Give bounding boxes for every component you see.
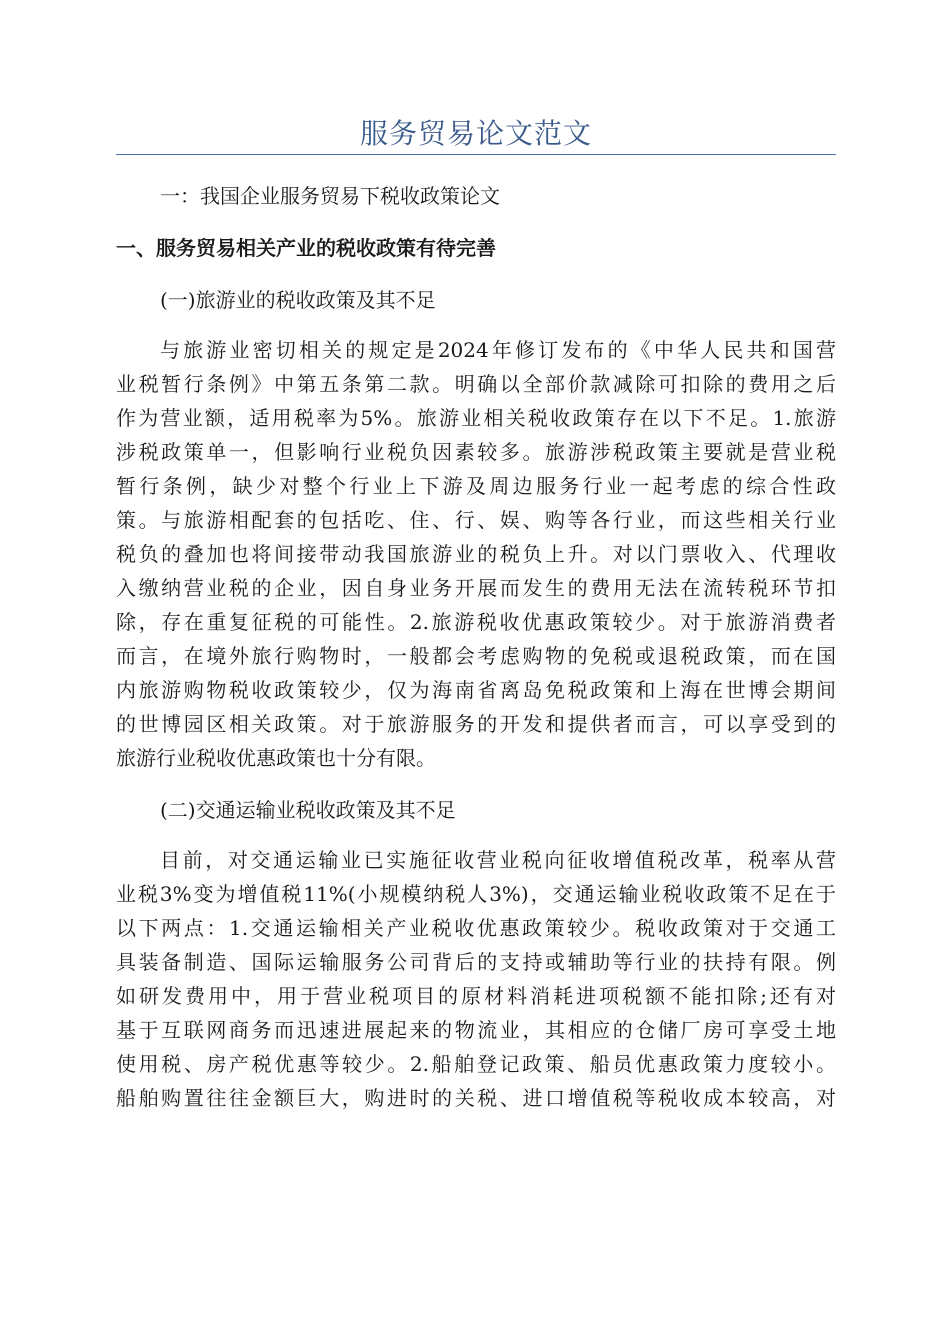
section-intro: 一：我国企业服务贸易下税收政策论文 [160,184,500,208]
subsection-heading-tourism: (一)旅游业的税收政策及其不足 [160,288,436,312]
paragraph-line: 基于互联网商务而迅速进展起来的物流业，其相应的仓储厂房可享受土地 [116,1018,836,1042]
paragraph-line: 业税暂行条例》中第五条第二款。明确以全部价款减除可扣除的费用之后 [116,372,836,396]
paragraph-line: 如研发费用中，用于营业税项目的原材料消耗进项税额不能扣除;还有对 [116,984,836,1008]
paragraph-line: 入缴纳营业税的企业，因自身业务开展而发生的费用无法在流转税环节扣 [116,576,836,600]
document-title: 服务贸易论文范文 [359,117,592,150]
paragraph-line: 旅游行业税收优惠政策也十分有限。 [116,746,436,770]
section-heading: 一、服务贸易相关产业的税收政策有待完善 [116,236,496,260]
paragraph-line: 的世博园区相关政策。对于旅游服务的开发和提供者而言，可以享受到的 [116,712,836,736]
paragraph-line: 涉税政策单一，但影响行业税负因素较多。旅游涉税政策主要就是营业税 [116,440,836,464]
paragraph-line: 作为营业额，适用税率为5%。旅游业相关税收政策存在以下不足。1.旅游 [116,406,836,430]
paragraph-line: 船舶购置往往金额巨大，购进时的关税、进口增值税等税收成本较高，对 [116,1086,836,1110]
paragraph-transport [116,843,836,1115]
paragraph-line: 除，存在重复征税的可能性。2.旅游税收优惠政策较少。对于旅游消费者 [116,610,836,634]
paragraph-line: 具装备制造、国际运输服务公司背后的支持或辅助等行业的扶持有限。例 [116,950,836,974]
paragraph-line: 内旅游购物税收政策较少，仅为海南省离岛免税政策和上海在世博会期间 [116,678,836,702]
paragraph-line: 与旅游业密切相关的规定是2024年修订发布的《中华人民共和国营 [160,338,836,362]
paragraph-tourism [116,333,836,775]
paragraph-line: 策。与旅游相配套的包括吃、住、行、娱、购等各行业，而这些相关行业 [116,508,836,532]
paragraph-line: 使用税、房产税优惠等较少。2.船舶登记政策、船员优惠政策力度较小。 [116,1052,836,1076]
document-page [116,0,836,1115]
paragraph-line: 业税3%变为增值税11%(小规模纳税人3%)，交通运输业税收政策不足在于 [116,882,836,906]
paragraph-line: 而言，在境外旅行购物时，一般都会考虑购物的免税或退税政策，而在国 [116,644,836,668]
paragraph-line: 暂行条例，缺少对整个行业上下游及周边服务行业一起考虑的综合性政 [116,474,836,498]
paragraph-line: 税负的叠加也将间接带动我国旅游业的税负上升。对以门票收入、代理收 [116,542,836,566]
paragraph-line: 目前，对交通运输业已实施征收营业税向征收增值税改革，税率从营 [160,848,836,872]
subsection-heading-transport: (二)交通运输业税收政策及其不足 [160,798,456,822]
paragraph-line: 以下两点：1.交通运输相关产业税收优惠政策较少。税收政策对于交通工 [116,916,836,940]
title-underline [116,154,836,155]
